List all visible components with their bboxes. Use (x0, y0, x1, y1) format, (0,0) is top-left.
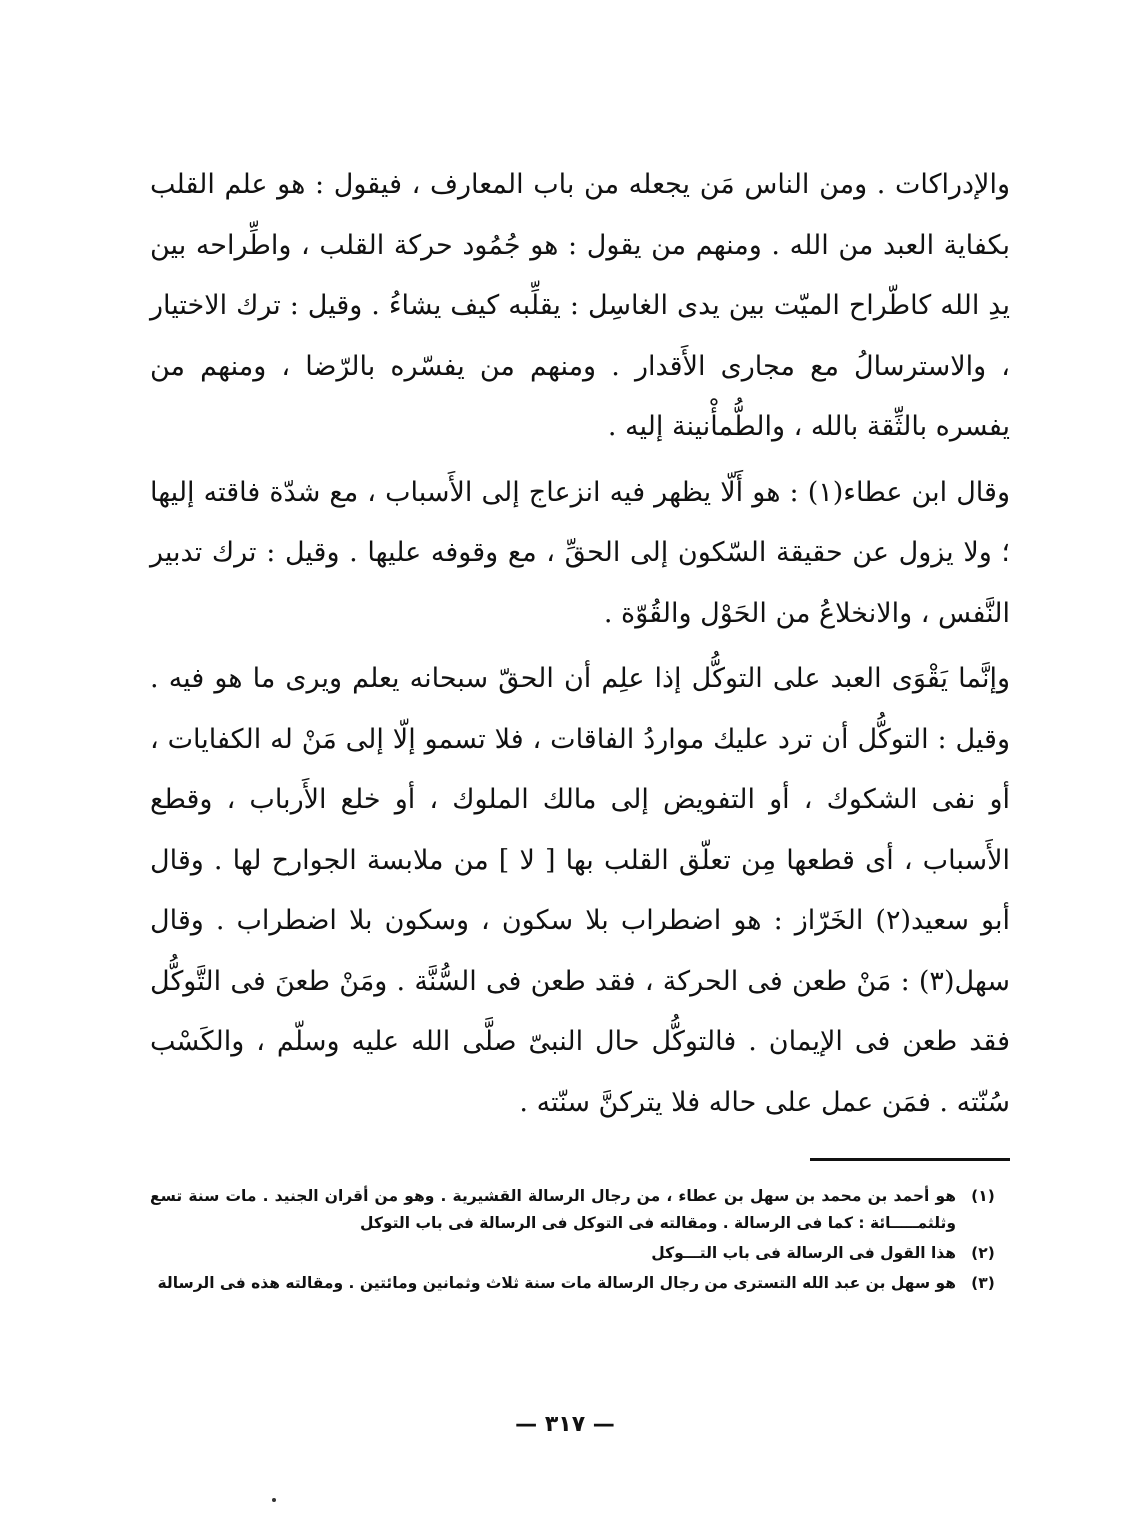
scan-speck (272, 1498, 276, 1502)
footnote-text: هو سهل بن عبد الله التسترى من رجال الرسالة مات سنة ثلاث وثمانين ومائتين . ومقالته هذه فى الرسالة (157, 1274, 956, 1292)
footnote-2 (150, 1240, 1010, 1267)
main-text (150, 155, 1010, 1133)
footnote-3 (150, 1270, 1010, 1297)
footnote-text: هو أحمد بن محمد بن سهل بن عطاء ، من رجال الرسالة القشيرية . وهو من أقران الجنيد . مات سنة تسع وثلثمـــــائة : كما فى الرسالة . ومقالته فى التوكل فى الرسالة فى باب التوكل (150, 1187, 956, 1232)
footnote-number: (٢) (971, 1244, 995, 1262)
footnotes (150, 1183, 1010, 1297)
footnote-number: (٣) (971, 1274, 995, 1292)
footnote-1 (150, 1183, 1010, 1237)
page-number: — ٣١٧ — (515, 1412, 615, 1437)
footnote-divider (810, 1158, 1010, 1161)
paragraph-3: وإنَّما يَقْوَى العبد على التوكُّل إذا علِم أن الحقّ سبحانه يعلم ويرى ما هو فيه . وقيل : التوكُّل أن ترد عليك مواردُ الفاقات ، فلا تسمو إلّا إلى مَنْ له الكفايات ، أو نفى الشكوك ، أو التفويض إلى مالك الملوك ، أو خلع الأَرباب ، وقطع الأَسباب ، أى قطعها مِن تعلّق القلب بها [ لا ] من ملابسة الجوارح لها . وقال أبو سعيد(٢) الخَرّاز : هو اضطراب بلا سكون ، وسكون بلا اضطراب . وقال سهل(٣) : مَنْ طعن فى الحركة ، فقد طعن فى السُّنَّة . ومَنْ طعنَ فى التَّوكُّل فقد طعن فى الإيمان . فالتوكُّل حال النبىّ صلَّى الله عليه وسلّم ، والكَسْب سُنّته . فمَن عمل على حاله فلا يتركنَّ سنّته . (150, 663, 1010, 1118)
footnote-text: هذا القول فى الرسالة فى باب التـــوكل (651, 1244, 956, 1262)
paragraph-1: والإدراكات . ومن الناس مَن يجعله من باب المعارف ، فيقول : هو علم القلب بكفاية العبد من الله . ومنهم من يقول : هو جُمُود حركة القلب ، واطِّراحه بين يدِ الله كاطّراح الميّت بين يدى الغاسِل : يقلِّبه كيف يشاءُ . وقيل : ترك الاختيار ، والاسترسالُ مع مجارى الأَقدار . ومنهم من يفسّره بالرّضا ، ومنهم من يفسره بالثِّقة بالله ، والطُّمأْنينة إليه . (150, 169, 1010, 442)
footnote-number: (١) (971, 1187, 995, 1205)
paragraph-2: وقال ابن عطاء(١) : هو أَلّا يظهر فيه انزعاج إلى الأَسباب ، مع شدّة فاقته إليها ؛ ولا يزول عن حقيقة السّكون إلى الحقِّ ، مع وقوفه عليها . وقيل : ترك تدبير النَّفس ، والانخلاعُ من الحَوْل والقُوّة . (150, 476, 1010, 629)
